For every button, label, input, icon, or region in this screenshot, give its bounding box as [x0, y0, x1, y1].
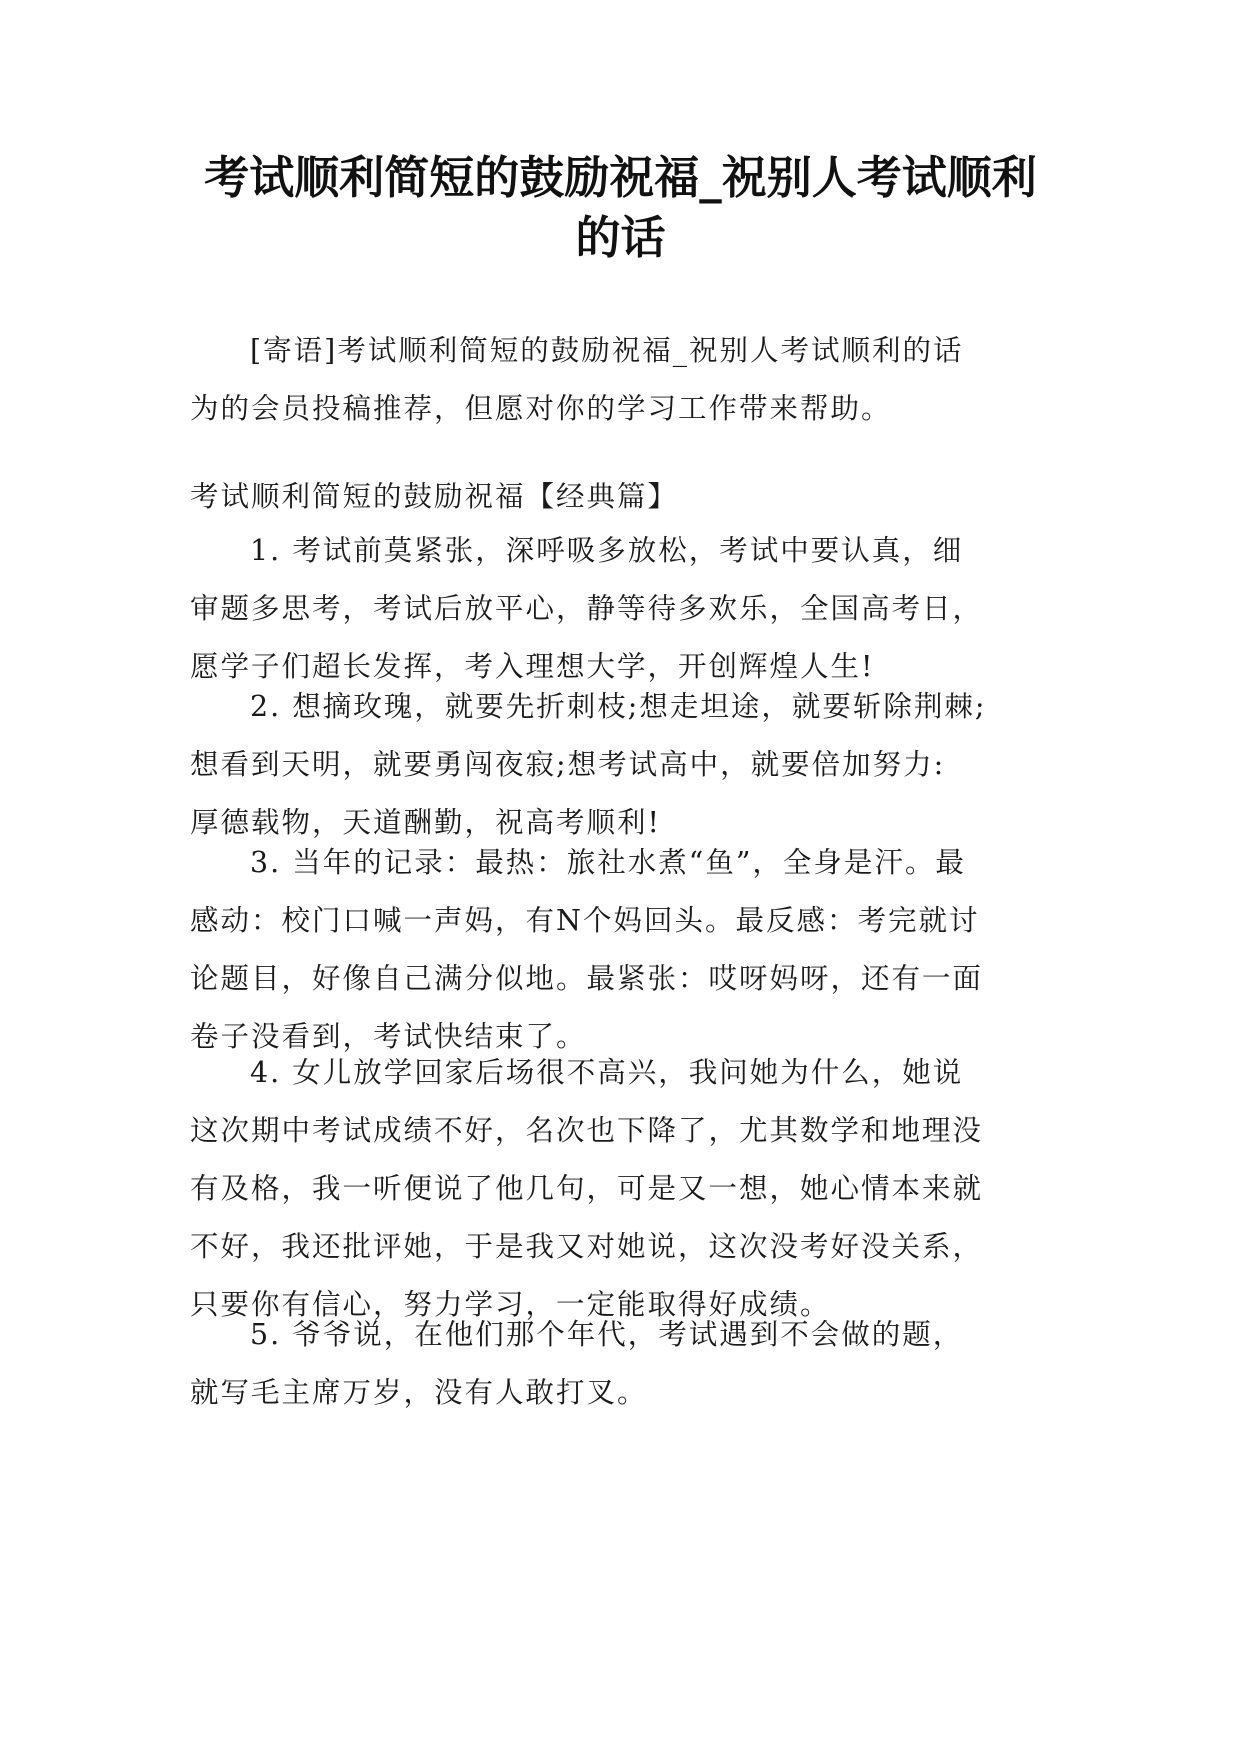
item-5-line-1: 5. 爷爷说，在他们那个年代，考试遇到不会做的题， [250, 1318, 964, 1351]
title-line-1: 考试顺利简短的鼓励祝福_祝别人考试顺利 [204, 151, 1037, 204]
title-line-2: 的话 [575, 211, 666, 264]
intro-line-2: 为的会员投稿推荐，但愿对你的学习工作带来帮助。 [190, 392, 892, 425]
item-4-line-2: 这次期中考试成绩不好，名次也下降了，尤其数学和地理没 [190, 1114, 984, 1147]
section-heading [190, 468, 1052, 526]
list-item [190, 1044, 1052, 1334]
item-4-line-5: 只要你有信心，努力学习，一定能取得好成绩。 [190, 1288, 831, 1321]
item-1-line-3: 愿学子们超长发挥，考入理想大学，开创辉煌人生! [190, 650, 875, 683]
item-3-line-3: 论题目，好像自己满分似地。最紧张：哎呀妈呀，还有一面 [190, 962, 984, 995]
item-2-line-2: 想看到天明，就要勇闯夜寂;想考试高中，就要倍加努力: [190, 748, 946, 781]
list-item [190, 1306, 1052, 1422]
section-heading-text: 考试顺利简短的鼓励祝福【经典篇】 [190, 480, 679, 513]
intro-paragraph [190, 322, 1052, 438]
list-item [190, 678, 1052, 852]
list-item [190, 522, 1052, 696]
document-title [150, 148, 1091, 268]
item-3-line-4: 卷子没看到，考试快结束了。 [190, 1020, 587, 1053]
item-4-line-1: 4. 女儿放学回家后场很不高兴，我问她为什么，她说 [250, 1056, 964, 1089]
item-3-line-1: 3. 当年的记录：最热：旅社水煮“鱼”，全身是汗。最 [250, 846, 966, 879]
item-2-line-3: 厚德载物，天道酬勤，祝高考顺利! [190, 806, 661, 839]
item-3-line-2: 感动：校门口喊一声妈，有N个妈回头。最反感：考完就讨 [190, 904, 980, 937]
item-2-line-1: 2. 想摘玫瑰，就要先折刺枝;想走坦途，就要斩除荆棘; [250, 690, 987, 723]
item-1-line-1: 1. 考试前莫紧张，深呼吸多放松，考试中要认真，细 [250, 534, 964, 567]
item-4-line-3: 有及格，我一听便说了他几句，可是又一想，她心情本来就 [190, 1172, 984, 1205]
item-1-line-2: 审题多思考，考试后放平心，静等待多欢乐，全国高考日， [190, 592, 984, 625]
list-item [190, 834, 1052, 1066]
item-4-line-4: 不好，我还批评她，于是我又对她说，这次没考好没关系， [190, 1230, 984, 1263]
item-5-line-2: 就写毛主席万岁，没有人敢打叉。 [190, 1376, 648, 1409]
intro-line-1: [寄语]考试顺利简短的鼓励祝福_祝别人考试顺利的话 [250, 334, 964, 367]
